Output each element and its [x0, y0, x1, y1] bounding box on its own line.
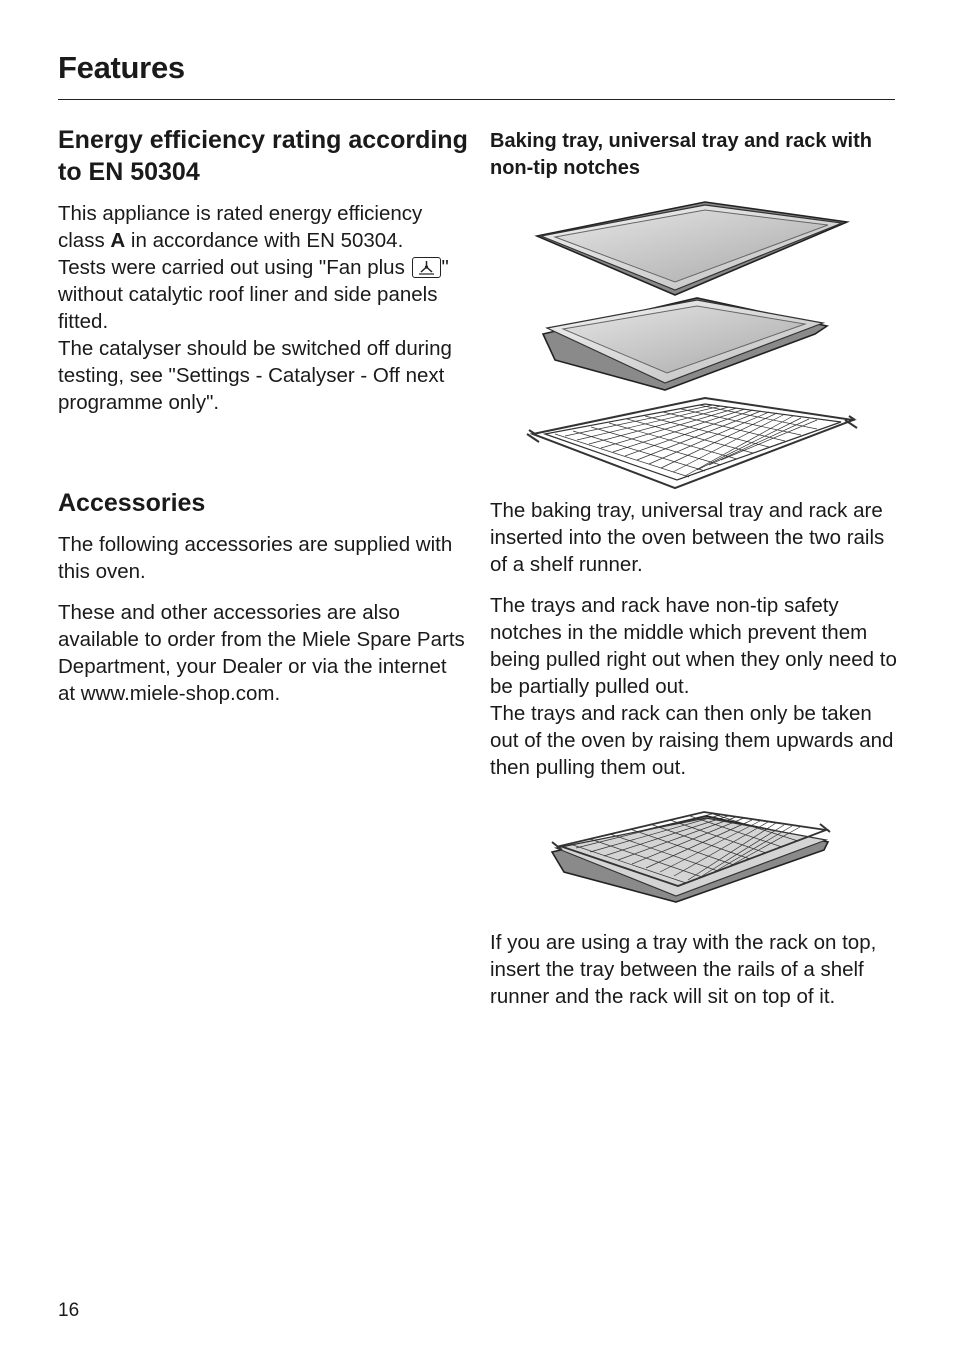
header-rule	[58, 99, 895, 100]
accessories-heading: Accessories	[58, 489, 206, 517]
accessories-paragraph-1: The following accessories are supplied with this oven.	[58, 533, 453, 583]
rack-image	[527, 398, 857, 488]
page-title: Features	[58, 50, 185, 85]
accessories-paragraph-2: These and other accessories are also available to order from the Miele Spare Parts Department, your Dealer or via the internet at www.miele-shop.com.	[58, 601, 465, 705]
energy-class-value: A	[110, 229, 126, 252]
energy-paragraph-3: The catalyser should be switched off during testing, see "Settings - Catalyser - Off next programme only".	[58, 337, 452, 414]
energy-p2-text: Tests were carried out using "Fan plus	[58, 256, 411, 279]
trays-paragraph-3: The trays and rack can then only be taken out of the oven by raising them upwards and then pulling them out.	[490, 702, 894, 779]
trays-paragraph-4: If you are using a tray with the rack on top, insert the tray between the rails of a shelf runner and the rack will sit on top of it.	[490, 931, 877, 1008]
universal-tray-image	[543, 298, 827, 390]
energy-p1-text: This appliance is rated energy efficiency class	[58, 202, 423, 252]
trays-paragraph-2: The trays and rack have non-tip safety notches in the middle which prevent them being pulled right out when they only need to be partially pulled out.	[490, 594, 897, 698]
trays-illustration	[525, 198, 865, 493]
page-number: 16	[58, 1300, 80, 1321]
baking-tray-image	[537, 202, 847, 295]
energy-p2-text-end: " without catalytic roof liner and side panels fitted.	[58, 256, 449, 333]
energy-paragraph-1	[58, 200, 468, 254]
tray-with-rack-illustration	[546, 806, 836, 906]
trays-paragraph-1: The baking tray, universal tray and rack are inserted into the oven between the two rails of a shelf runner.	[490, 499, 885, 576]
energy-paragraph-2	[58, 254, 468, 335]
trays-heading: Baking tray, universal tray and rack with non-tip notches	[490, 130, 872, 179]
fan-plus-icon	[412, 257, 441, 278]
left-column	[58, 124, 468, 707]
energy-heading: Energy efficiency rating according to EN 50304	[58, 126, 468, 186]
energy-p1-text-end: in accordance with EN 50304.	[125, 229, 404, 252]
